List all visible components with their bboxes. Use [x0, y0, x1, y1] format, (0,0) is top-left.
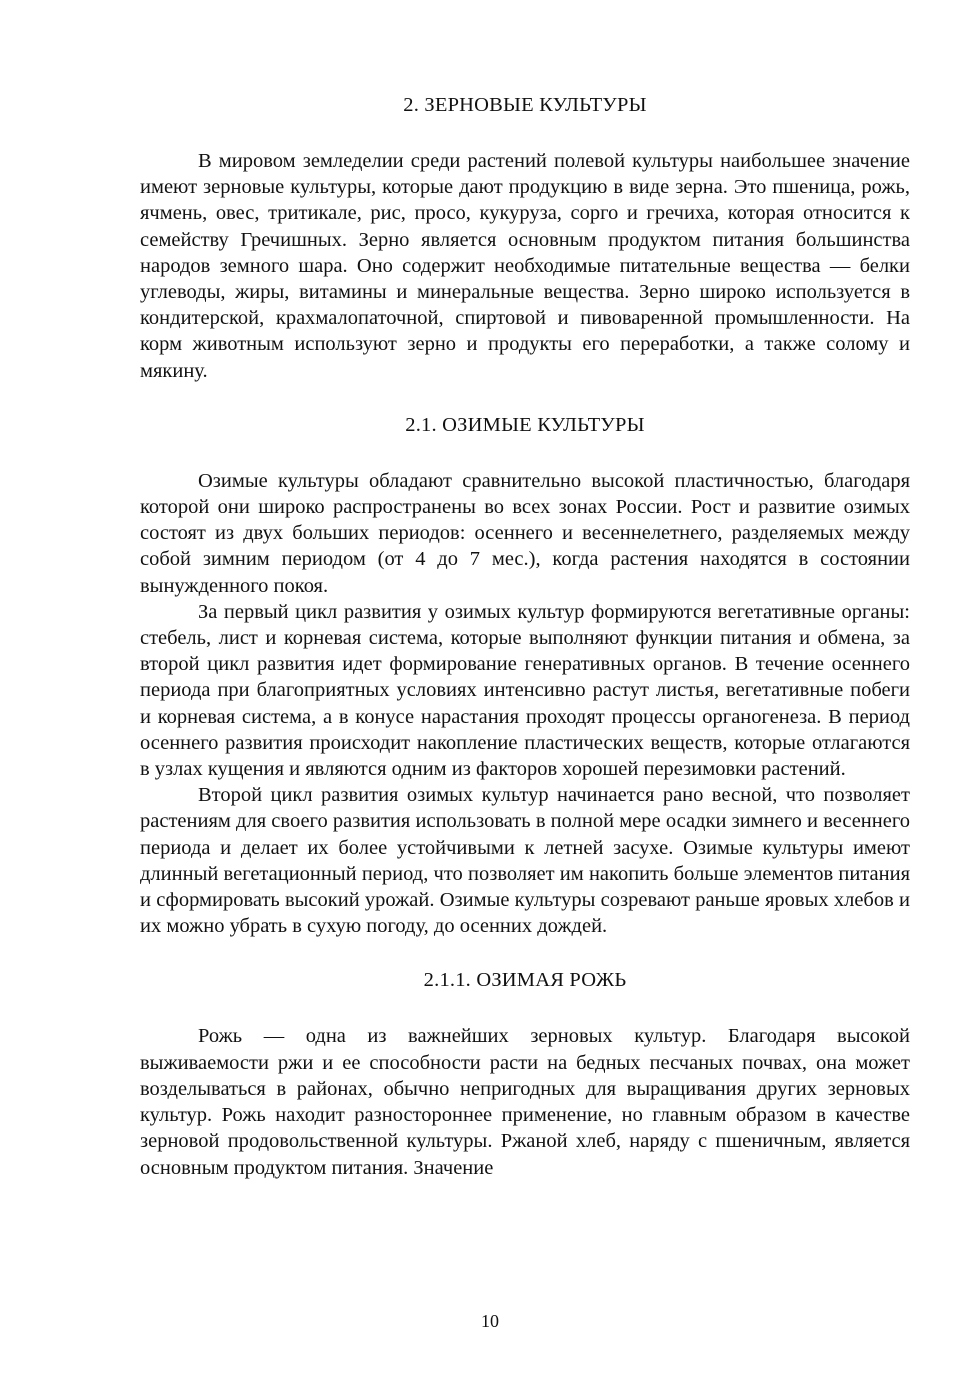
document-page — [140, 88, 910, 1181]
section-heading-grain-crops: 2. ЗЕРНОВЫЕ КУЛЬТУРЫ — [403, 94, 647, 116]
paragraph-winter-crops-3: Второй цикл развития озимых культур начинается рано весной, что позволяет растениям для своего развития использовать в полной мере осадки зимнего и весеннего периода и делает их более устойчивыми к летней засухе. Озимые культуры имеют длинный вегетационный период, что позволяет им накопить больше элементов питания и сформировать высокий урожай. Озимые культуры созревают раньше яровых хлебов и их можно убрать в сухую погоду, до осенних дождей. — [140, 784, 910, 938]
page-number: 10 — [481, 1311, 499, 1331]
paragraph-winter-crops-1: Озимые культуры обладают сравнительно высокой пластичностью, благодаря которой они широко распространены во всех зонах России. Рост и развитие озимых состоят из двух больших периодов: осеннего и весеннелетнего, разделяемых между собой зимним периодом (от 4 до 7 мес.), когда растения находятся в состоянии вынужденного покоя. — [140, 469, 910, 597]
paragraph-winter-rye-1: Рожь — одна из важнейших зерновых культур. Благодаря высокой выживаемости ржи и ее способности расти на бедных песчаных почвах, она может возделываться в районах, обычно непригодных для выращивания других зерновых культур. Рожь находит разностороннее применение, но главным образом в качестве зерновой продовольственной культуры. Ржаной хлеб, наряду с пшеничным, является основным продуктом питания. Значение — [140, 1025, 910, 1179]
paragraph-grain-crops-intro: В мировом земледелии среди растений полевой культуры наибольшее значение имеют зерновые культуры, которые дают продукцию в виде зерна. Это пшеница, рожь, ячмень, овес, тритикале, рис, просо, кукуруза, сорго и гречиха, которая относится к семейству Гречишных. Зерно является основным продуктом питания большинства народов земного шара. Оно содержит необходимые питательные вещества — белки углеводы, жиры, витамины и минеральные вещества. Зерно широко используется в кондитерской, крахмалопаточной, спиртовой и пивоваренной промышленности. На корм животным используют зерно и продукты его переработки, а также солому и мякину. — [140, 150, 910, 382]
section-heading-winter-rye: 2.1.1. ОЗИМАЯ РОЖЬ — [423, 969, 627, 992]
paragraph-winter-crops-2: За первый цикл развития у озимых культур формируются вегетативные органы: стебель, лист и корневая система, которые выполняют функции питания и обмена, за второй цикл развития идет формирование генеративных органов. В течение осеннего периода при благоприятных условиях интенсивно растут листья, вегетативные побеги и корневая система, а в конусе нарастания проходят процессы органогенеза. В период осеннего развития происходит накопление пластических веществ, которые отлагаются в узлах кущения и являются одним из факторов хорошей перезимовки растений. — [140, 600, 910, 781]
section-heading-winter-crops: 2.1. ОЗИМЫЕ КУЛЬТУРЫ — [405, 413, 645, 436]
